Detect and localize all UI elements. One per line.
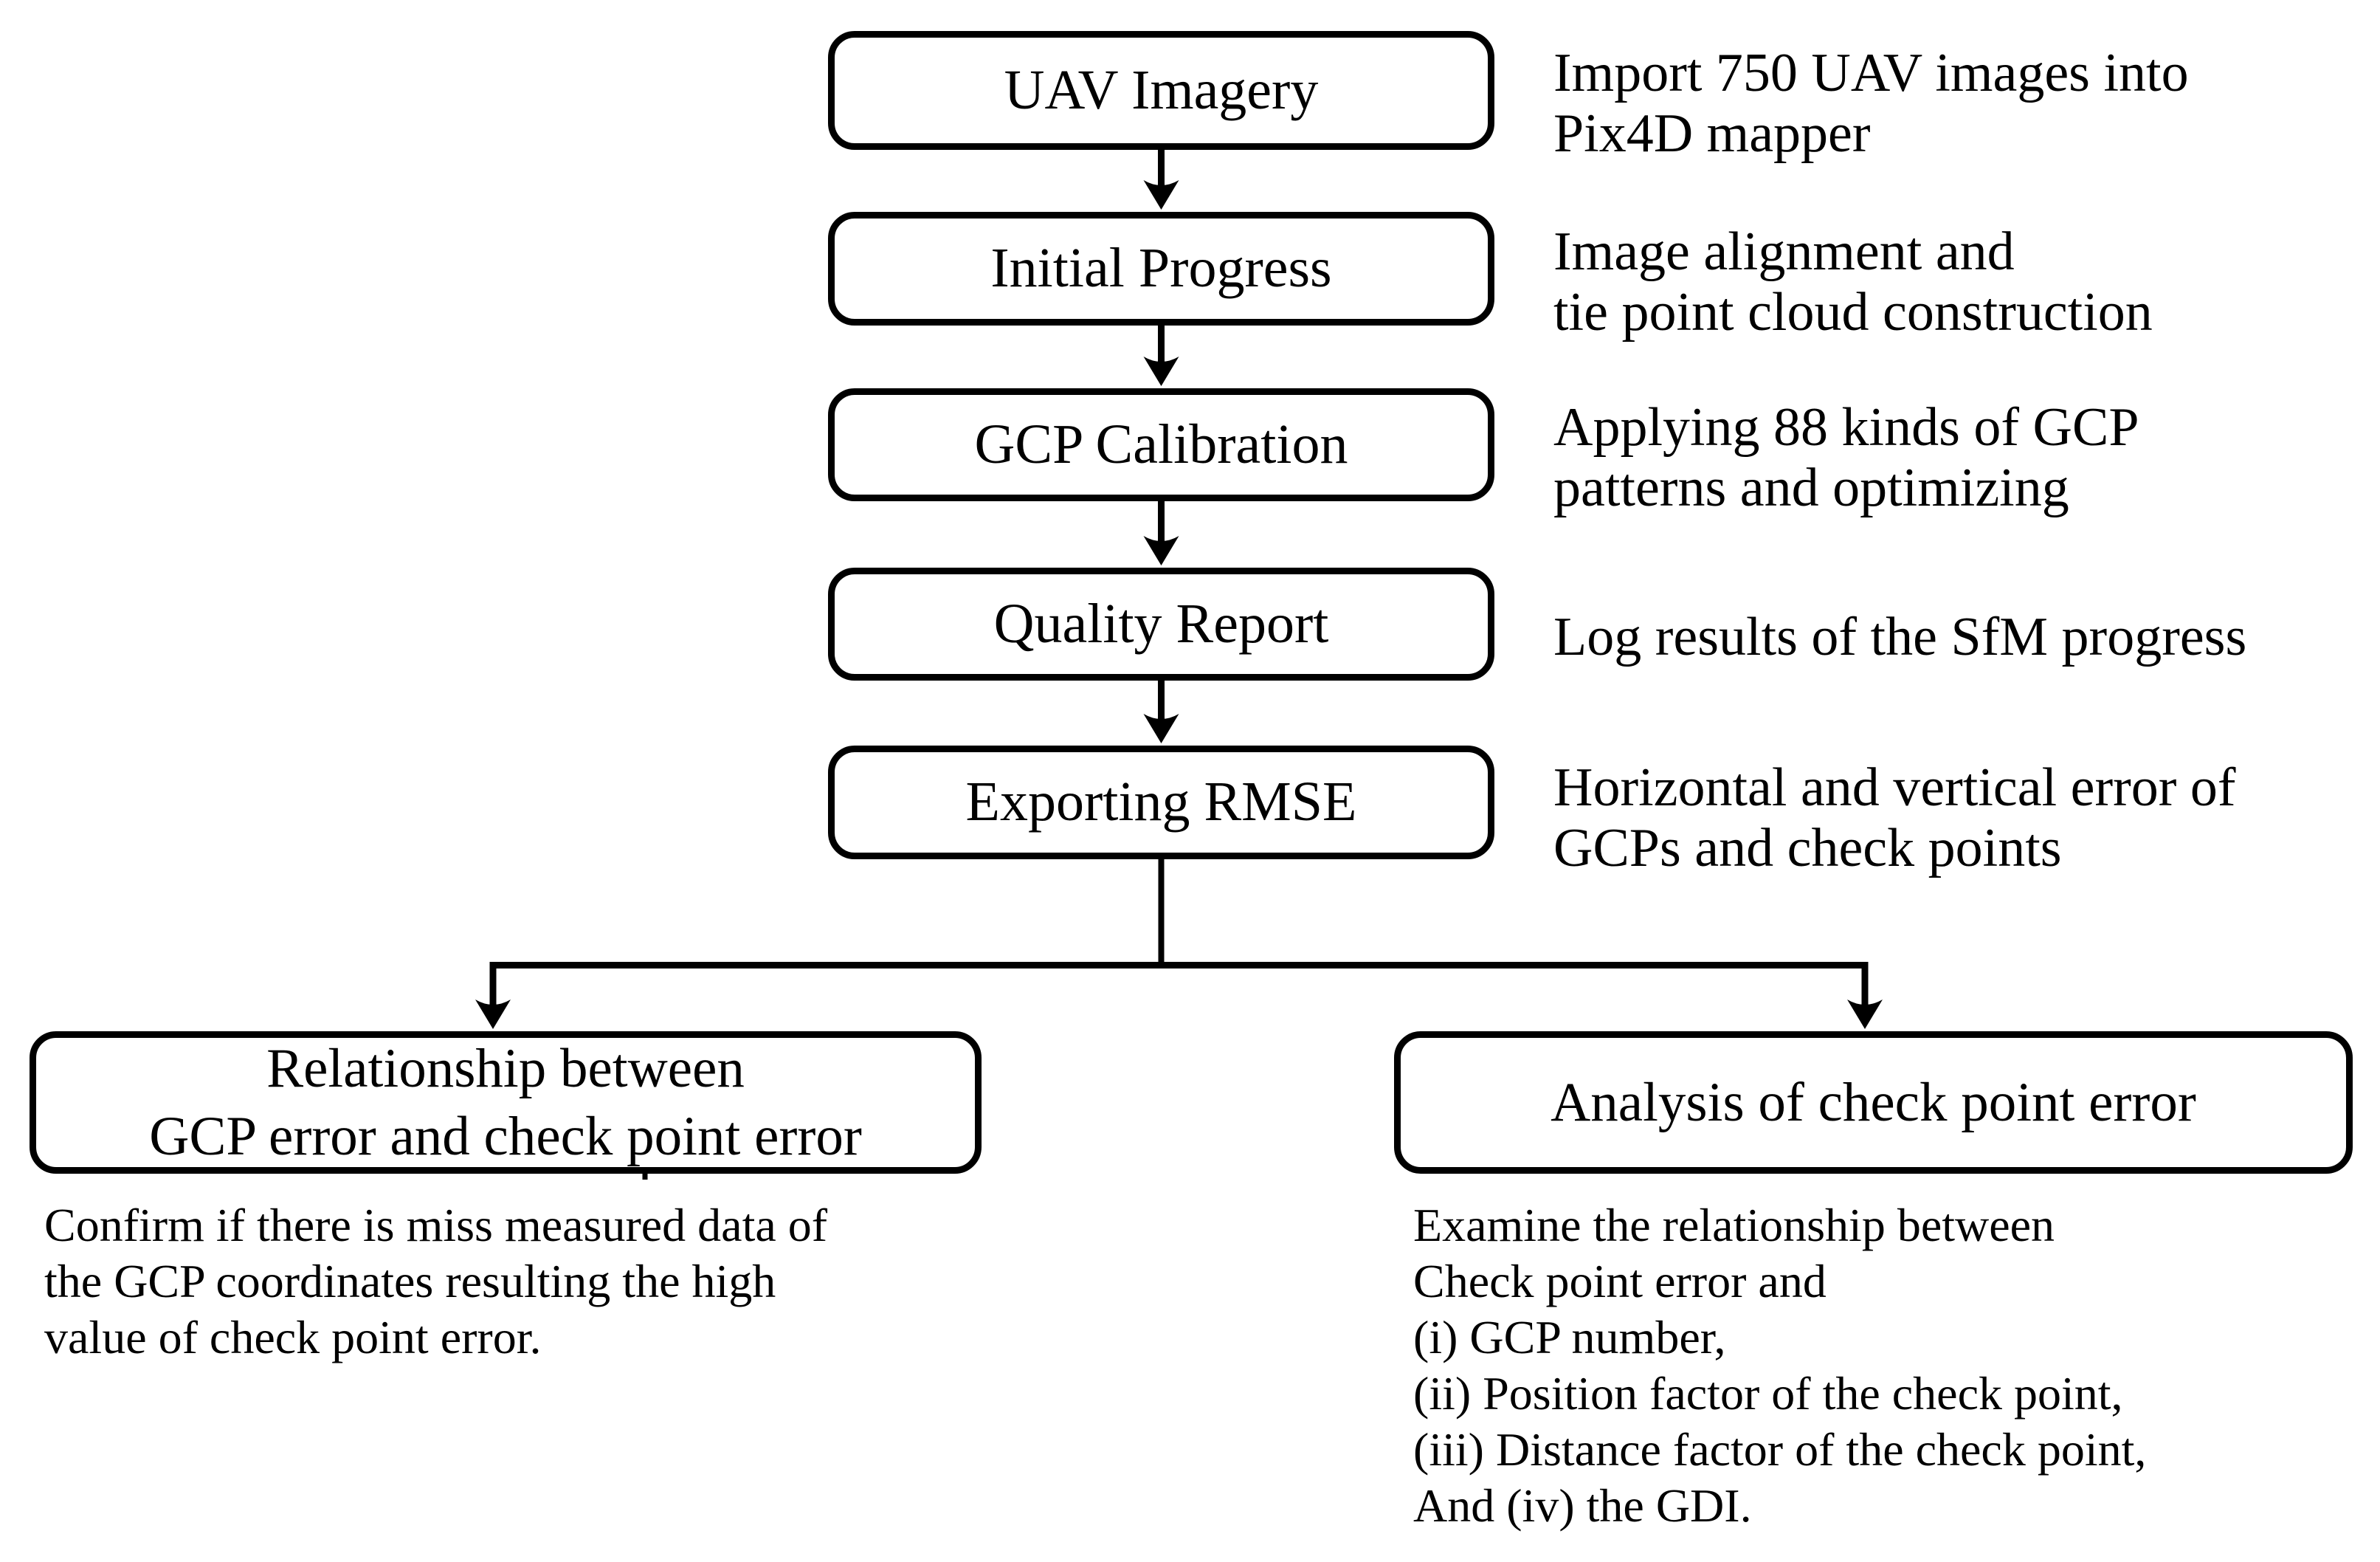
annotation-line: Applying 88 kinds of GCP bbox=[1553, 397, 2139, 458]
annotation-line: Log results of the SfM progress bbox=[1553, 607, 2247, 667]
branch-title-line: GCP error and check point error bbox=[149, 1105, 862, 1167]
description-line: Check point error and bbox=[1413, 1255, 1827, 1307]
description-line: And (iv) the GDI. bbox=[1413, 1479, 1752, 1532]
description-line: (i) GCP number, bbox=[1413, 1311, 1726, 1363]
description-line: Examine the relationship between bbox=[1413, 1199, 2055, 1251]
annotation-line: Pix4D mapper bbox=[1553, 103, 1871, 164]
arrow-down-icon bbox=[1847, 962, 1883, 1029]
arrow-down-icon bbox=[1144, 681, 1179, 743]
step-annotation-uav-imagery bbox=[1553, 43, 2189, 164]
annotation-line: GCPs and check points bbox=[1553, 818, 2062, 878]
step-annotation-gcp-calibration bbox=[1553, 397, 2139, 518]
step-annotation-quality-report bbox=[1553, 607, 2246, 667]
arrow-down-icon bbox=[1144, 150, 1179, 210]
step-label: Initial Progress bbox=[990, 237, 1332, 300]
branch-title-line: Analysis of check point error bbox=[1551, 1071, 2196, 1133]
description-line: Confirm if there is miss measured data of bbox=[44, 1199, 828, 1251]
arrow-down-icon bbox=[1144, 501, 1179, 565]
branch-description-check-point-error bbox=[1413, 1197, 2146, 1534]
description-line: value of check point error. bbox=[44, 1311, 542, 1363]
annotation-line: Horizontal and vertical error of bbox=[1553, 757, 2236, 818]
step-label: UAV Imagery bbox=[1004, 58, 1319, 121]
annotation-line: Import 750 UAV images into bbox=[1553, 43, 2189, 103]
description-line: the GCP coordinates resulting the high bbox=[44, 1255, 776, 1307]
step-label: Exporting RMSE bbox=[965, 771, 1357, 833]
description-line: (iii) Distance factor of the check point, bbox=[1413, 1423, 2147, 1476]
step-annotation-exporting-rmse bbox=[1553, 757, 2236, 878]
flow-step-box-quality-report bbox=[828, 568, 1494, 681]
annotation-line: Image alignment and bbox=[1553, 221, 2015, 282]
arrow-down-icon bbox=[1144, 326, 1179, 386]
step-annotation-initial-progress bbox=[1553, 221, 2153, 343]
branch-box-gcp-error-relationship bbox=[30, 1031, 982, 1174]
flow-step-box-exporting-rmse bbox=[828, 746, 1494, 859]
flow-step-box-gcp-calibration bbox=[828, 388, 1494, 501]
step-label: Quality Report bbox=[993, 592, 1329, 655]
branch-title-line: Relationship between bbox=[266, 1037, 745, 1099]
step-label: GCP Calibration bbox=[974, 413, 1348, 475]
branch-description-gcp-error bbox=[44, 1197, 827, 1366]
flow-step-box-uav-imagery bbox=[828, 31, 1494, 150]
flow-step-box-initial-progress bbox=[828, 212, 1494, 326]
annotation-line: patterns and optimizing bbox=[1553, 458, 2069, 518]
annotation-line: tie point cloud construction bbox=[1553, 282, 2153, 343]
description-line: (ii) Position factor of the check point, bbox=[1413, 1367, 2123, 1420]
arrow-down-icon bbox=[475, 962, 511, 1029]
branch-box-check-point-error-analysis bbox=[1394, 1031, 2353, 1174]
